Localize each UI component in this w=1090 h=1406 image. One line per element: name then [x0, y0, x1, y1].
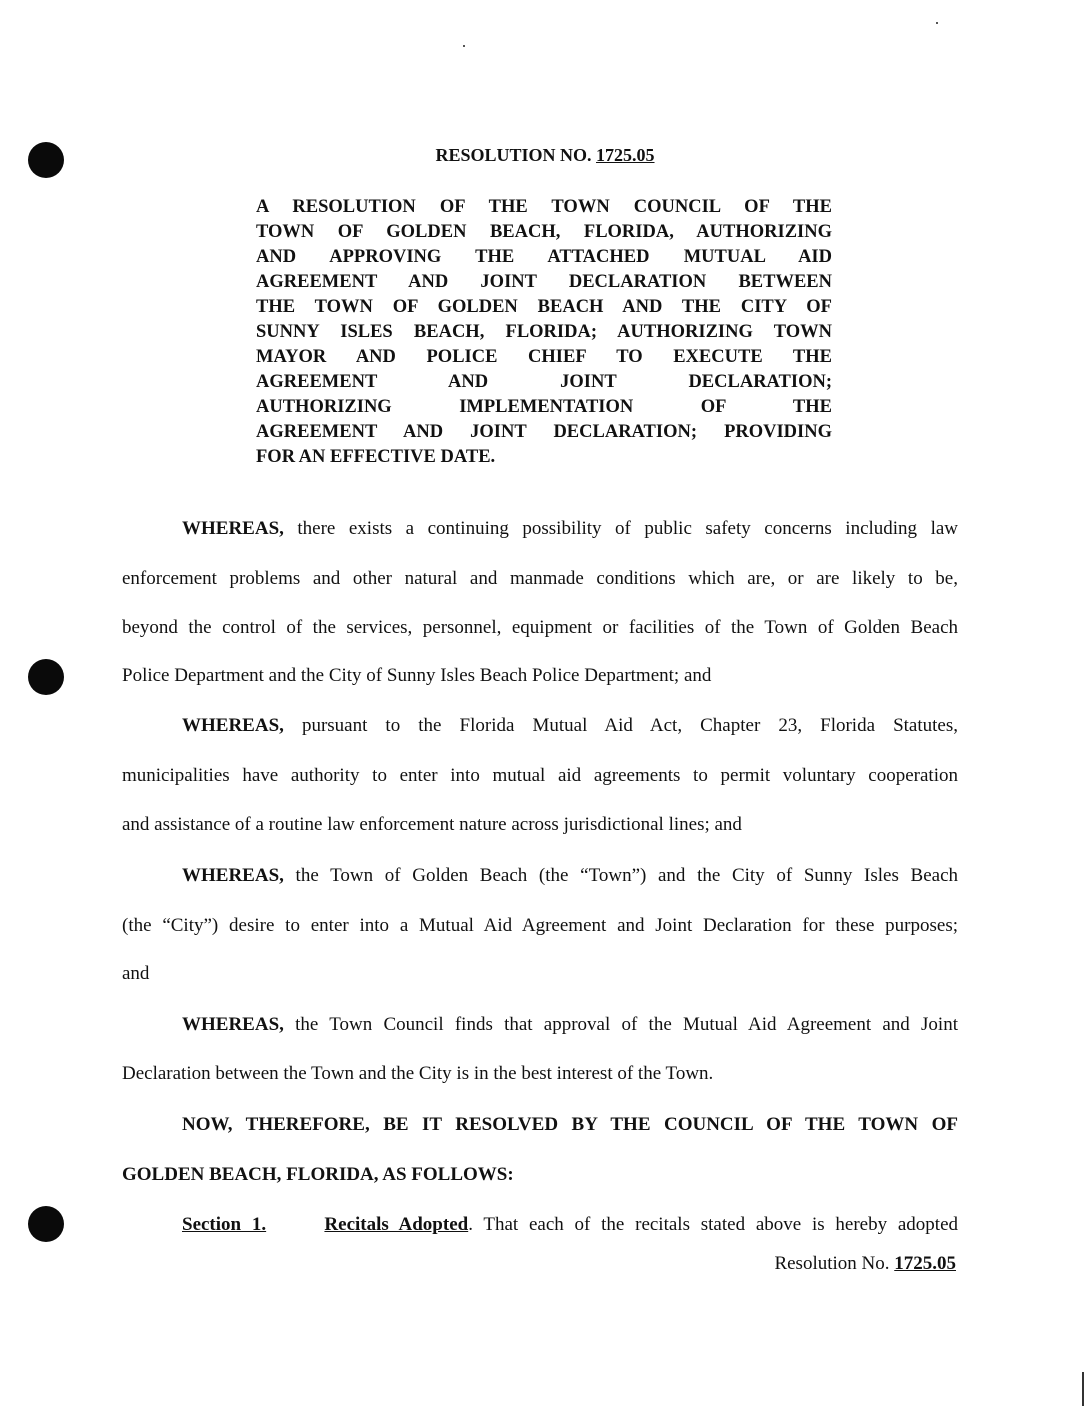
line-lead: NOW, THEREFORE, BE IT RESOLVED BY THE COUNCIL OF THE TOWN OF [182, 1114, 958, 1135]
line-text: there exists a continuing possibility of public safety concerns including law [283, 518, 958, 539]
line-text: the Town Council finds that approval of the Mutual Aid Agreement and Joint [283, 1014, 958, 1035]
section-text: . That each of the recitals stated above is hereby adopted [468, 1214, 959, 1235]
punch-hole [28, 659, 64, 695]
body-line [122, 568, 958, 590]
line-text: and assistance of a routine law enforcement nature across jurisdictional lines; and [122, 814, 742, 835]
line-text: the Town of Golden Beach (the “Town”) and the City of Sunny Isles Beach [283, 865, 958, 886]
body-line [122, 765, 958, 787]
body-line [122, 1063, 958, 1085]
line-text: Declaration between the Town and the City is in the best interest of the Town. [122, 1063, 714, 1084]
line-text: (the “City”) desire to enter into a Mutual Aid Agreement and Joint Declaration for these purposes; [122, 915, 958, 936]
body-line [182, 1114, 958, 1136]
caption-line: AGREEMENT AND JOINT DECLARATION; PROVIDING [256, 422, 832, 442]
body-line [182, 715, 958, 737]
line-lead: WHEREAS, [182, 518, 284, 539]
caption-line: MAYOR AND POLICE CHIEF TO EXECUTE THE [256, 347, 832, 367]
caption-line: AND APPROVING THE ATTACHED MUTUAL AID [256, 247, 832, 267]
body-line [122, 665, 958, 687]
caption-line: THE TOWN OF GOLDEN BEACH AND THE CITY OF [256, 297, 832, 317]
line-lead: GOLDEN BEACH, FLORIDA, AS FOLLOWS: [122, 1164, 514, 1185]
scan-speck [463, 45, 465, 47]
body-line [182, 865, 958, 887]
line-text: beyond the control of the services, personnel, equipment or facilities of the Town of Golden Beach [122, 617, 958, 638]
line-text: and [122, 963, 150, 984]
caption-line: SUNNY ISLES BEACH, FLORIDA; AUTHORIZING TOWN [256, 322, 832, 342]
body-line [182, 518, 958, 540]
line-lead: WHEREAS, [182, 1014, 284, 1035]
section-heading: Recitals Adopted [324, 1214, 469, 1235]
body-line [122, 814, 958, 836]
line-lead: WHEREAS, [182, 715, 284, 736]
section-1 [182, 1214, 958, 1236]
caption-line: AGREEMENT AND JOINT DECLARATION BETWEEN [256, 272, 832, 292]
line-text: municipalities have authority to enter into mutual aid agreements to permit voluntary cooperation [122, 765, 958, 786]
body-line [122, 617, 958, 639]
caption-line: A RESOLUTION OF THE TOWN COUNCIL OF THE [256, 197, 832, 217]
caption-line: TOWN OF GOLDEN BEACH, FLORIDA, AUTHORIZING [256, 222, 832, 242]
line-text: pursuant to the Florida Mutual Aid Act, Chapter 23, Florida Statutes, [283, 715, 958, 736]
body-line [122, 915, 958, 937]
body-line [182, 1014, 958, 1036]
body-line [122, 1164, 958, 1186]
scan-speck [936, 22, 938, 24]
body-line [122, 963, 958, 985]
resolution-number: 1725.05 [596, 145, 655, 165]
footer-label: Resolution No. [774, 1253, 890, 1274]
title-label: RESOLUTION NO. [435, 145, 592, 165]
scan-edge [1082, 1372, 1084, 1406]
line-text: Police Department and the City of Sunny Isles Beach Police Department; and [122, 665, 712, 686]
page-footer [774, 1253, 956, 1275]
line-lead: WHEREAS, [182, 865, 284, 886]
resolution-title [0, 145, 1090, 166]
section-number: Section 1. [182, 1214, 267, 1235]
punch-hole [28, 1206, 64, 1242]
caption-line: FOR AN EFFECTIVE DATE. [256, 447, 496, 467]
line-text: enforcement problems and other natural and manmade conditions which are, or are likely to be, [122, 568, 958, 589]
caption-line: AUTHORIZING IMPLEMENTATION OF THE [256, 397, 832, 417]
caption-line: AGREEMENT AND JOINT DECLARATION; [256, 372, 832, 392]
footer-number: 1725.05 [894, 1253, 956, 1274]
